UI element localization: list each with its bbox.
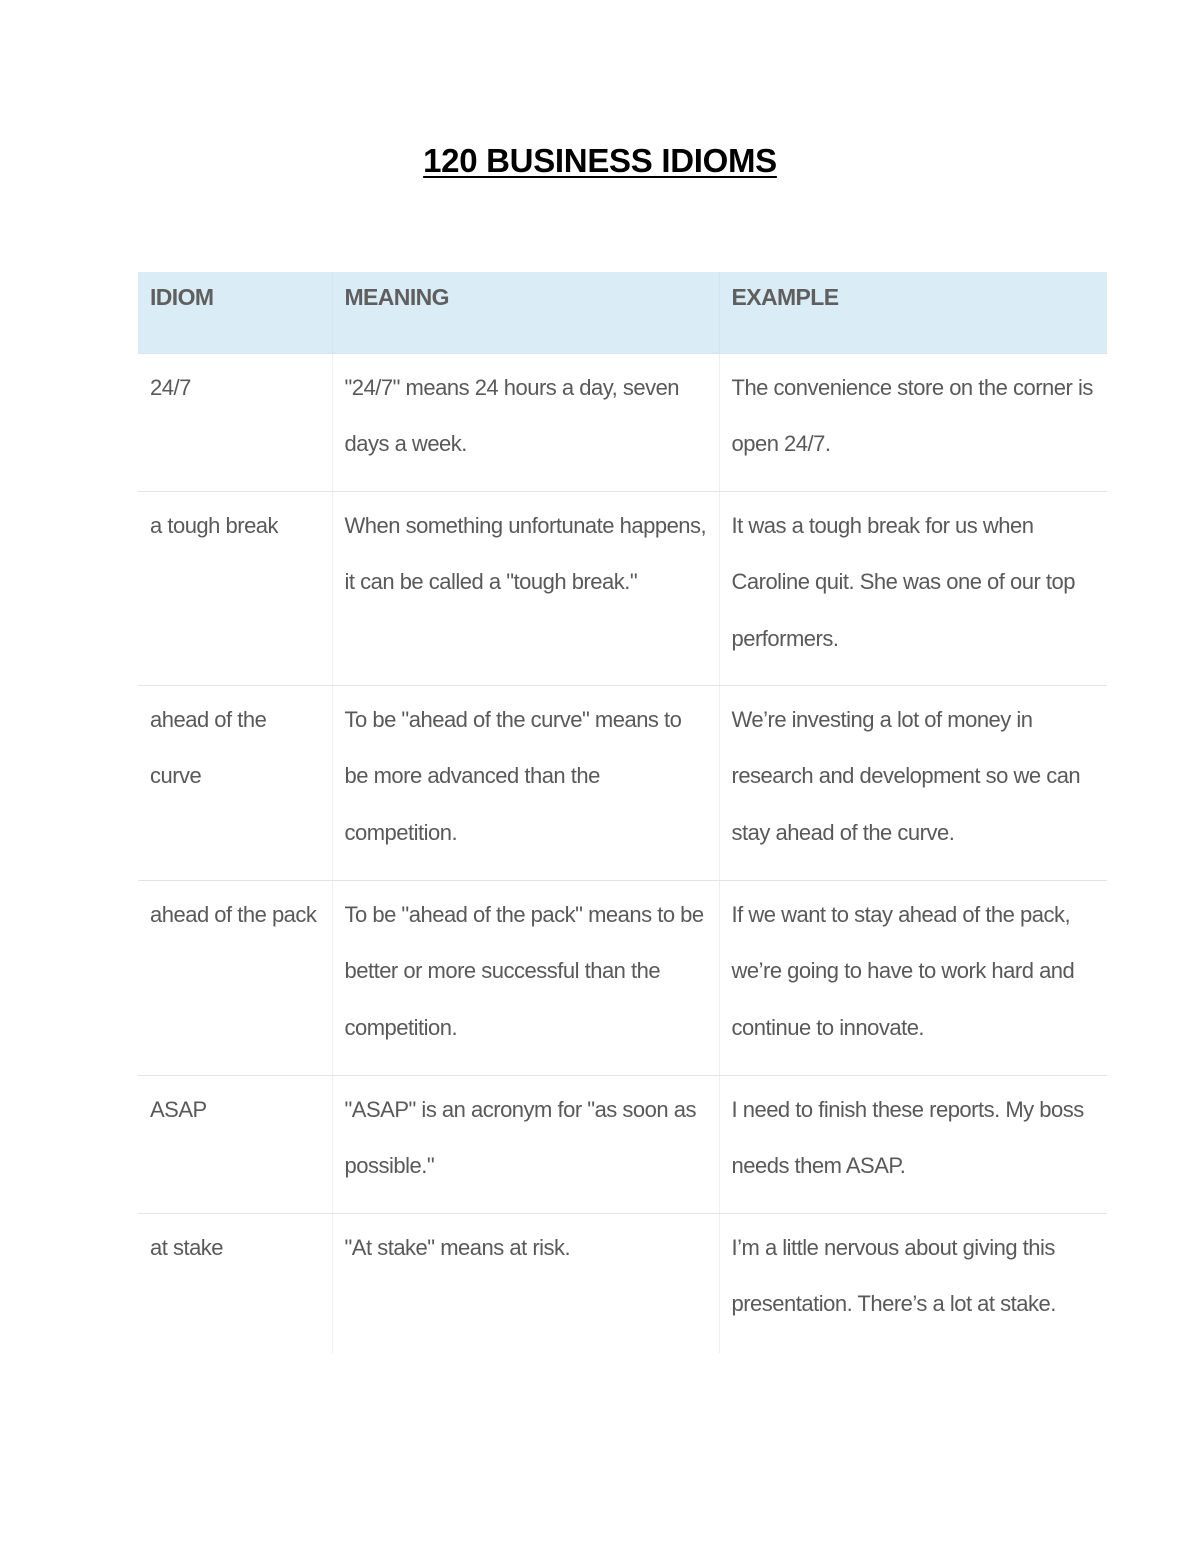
idiom-cell: ahead of the pack (138, 880, 332, 1075)
idiom-cell: a tough break (138, 491, 332, 685)
example-cell: It was a tough break for us when Caroline quit. She was one of our top performers. (719, 491, 1107, 685)
example-cell: I’m a little nervous about giving this presentation. There’s a lot at stake. (719, 1213, 1107, 1353)
table-row (138, 685, 1107, 880)
meaning-cell: When something unfortunate happens, it can be called a "tough break." (332, 491, 719, 685)
example-cell: The convenience store on the corner is open 24/7. (719, 353, 1107, 491)
table-row (138, 1213, 1107, 1353)
meaning-cell: "At stake" means at risk. (332, 1213, 719, 1353)
table-row (138, 491, 1107, 685)
meaning-cell: "ASAP" is an acronym for "as soon as possible." (332, 1075, 719, 1213)
example-cell: I need to finish these reports. My boss needs them ASAP. (719, 1075, 1107, 1213)
meaning-cell: "24/7" means 24 hours a day, seven days a week. (332, 353, 719, 491)
table-row (138, 353, 1107, 491)
table-row (138, 1075, 1107, 1213)
column-header-idiom: IDIOM (138, 272, 332, 353)
example-cell: If we want to stay ahead of the pack, we’re going to have to work hard and continue to innovate. (719, 880, 1107, 1075)
idioms-table (138, 272, 1107, 1353)
page-title: 120 BUSINESS IDIOMS (423, 142, 777, 179)
meaning-cell: To be "ahead of the curve" means to be more advanced than the competition. (332, 685, 719, 880)
example-cell: We’re investing a lot of money in research and development so we can stay ahead of the curve. (719, 685, 1107, 880)
table-row (138, 880, 1107, 1075)
meaning-cell: To be "ahead of the pack" means to be better or more successful than the competition. (332, 880, 719, 1075)
column-header-example: EXAMPLE (719, 272, 1107, 353)
column-header-meaning: MEANING (332, 272, 719, 353)
table-header-row (138, 272, 1107, 353)
idiom-cell: ASAP (138, 1075, 332, 1213)
idiom-cell: at stake (150, 1234, 224, 1260)
idiom-cell: ahead of the curve (138, 685, 332, 880)
idiom-cell: 24/7 (138, 353, 332, 491)
